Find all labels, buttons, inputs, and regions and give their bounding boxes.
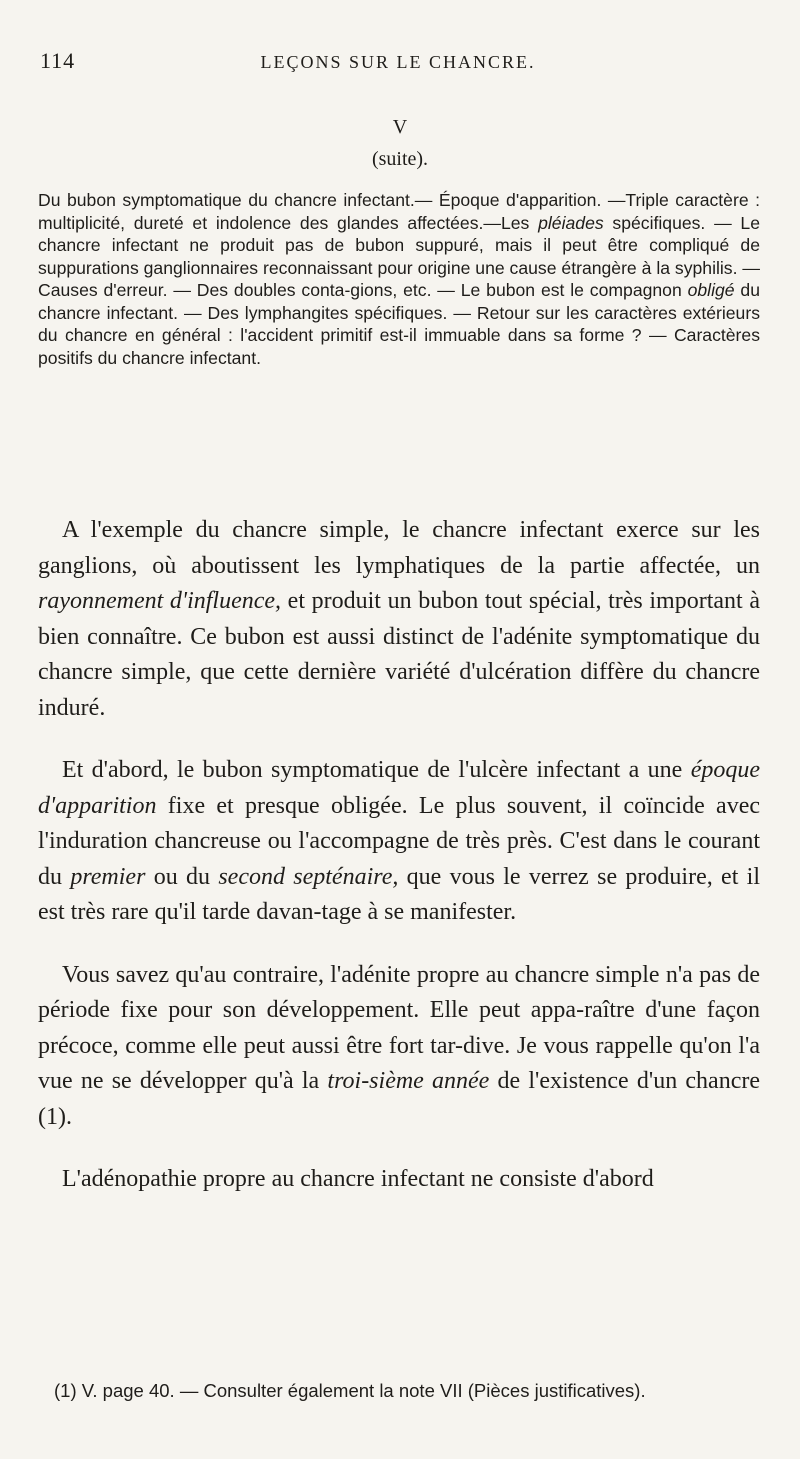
paragraph-italic: second septénaire, xyxy=(218,863,399,890)
paragraph-italic: rayonnement d'influence, xyxy=(38,588,282,614)
footnote: (1) V. page 40. — Consulter également la note VII (Pièces justificatives). xyxy=(54,1380,646,1401)
page-number: 114 xyxy=(40,48,76,73)
paragraph-text: que vous le verrez se produire, et il est très rare qu'il tarde davan-tage à se manifester. xyxy=(38,863,760,925)
section-numeral: V xyxy=(392,116,408,138)
paragraph xyxy=(38,1162,760,1198)
paragraph xyxy=(38,753,760,931)
summary-italic: obligé xyxy=(687,280,735,300)
summary-text: Du bubon symptomatique du chancre infectant.— Époque d'apparition. —Triple caractère : multiplicité, dureté et indolence des glandes affectées.—Les xyxy=(38,190,760,233)
paragraph xyxy=(38,513,760,726)
summary-text: du chancre infectant. — Des lymphangites spécifiques. — Retour sur les caractères extérieurs du chancre en général : l'accident primitif est-il immuable dans sa forme ? — Caractères positifs du chancre infectant. xyxy=(38,280,760,368)
paragraph-text: de l'existence d'un chancre (1). xyxy=(38,1068,760,1130)
body-text xyxy=(38,513,760,1198)
summary-italic: pléiades xyxy=(538,212,604,233)
paragraph-text: ou du xyxy=(145,863,219,890)
paragraph-italic: troi-sième année xyxy=(327,1068,490,1094)
paragraph-text: et produit un bubon tout spécial, très important à bien connaître. Ce bubon est aussi distinct de l'adénite symptomatique du chancre simple, que cette dernière variété d'ulcération diffère du chancre induré. xyxy=(38,588,760,721)
paragraph-text: Vous savez qu'au contraire, l'adénite propre au chancre simple n'a pas de période fixe pour son développement. Elle peut appa-raître d'une façon précoce, comme elle peut aussi être fort tar-dive. Je vous rappelle qu'on l'a vue ne se développer qu'à la xyxy=(38,961,760,1094)
chapter-summary xyxy=(38,189,760,369)
paragraph-text: A l'exemple du chancre simple, le chancre infectant exerce sur les ganglions, où aboutissent les lymphatiques de la partie affectée, un xyxy=(38,517,760,579)
running-head xyxy=(38,48,758,88)
running-title: LEÇONS SUR LE CHANCRE. xyxy=(260,52,536,72)
section-subtitle: (suite). xyxy=(371,148,429,170)
paragraph-text: L'adénopathie propre au chancre infectant ne consiste d'abord xyxy=(62,1166,654,1192)
paragraph-italic: premier xyxy=(70,863,146,890)
paragraph xyxy=(38,958,760,1136)
paragraph-text: fixe et presque obligée. Le plus souvent, il coïncide avec l'induration chancreuse ou l'accompagne de très près. C'est dans le courant du xyxy=(38,792,760,890)
paragraph-italic: époque d'apparition xyxy=(38,757,760,819)
summary-text: spécifiques. — Le chancre infectant ne produit pas de bubon suppuré, mais il peut être compliqué de suppurations ganglionnaires reconnaissant pour origine une cause étrangère à la syphilis. — Causes d'erreur. — Des doubles conta-gions, etc. — Le bubon est le compagnon xyxy=(38,212,760,300)
paragraph-text: Et d'abord, le bubon symptomatique de l'ulcère infectant a une xyxy=(62,757,691,783)
